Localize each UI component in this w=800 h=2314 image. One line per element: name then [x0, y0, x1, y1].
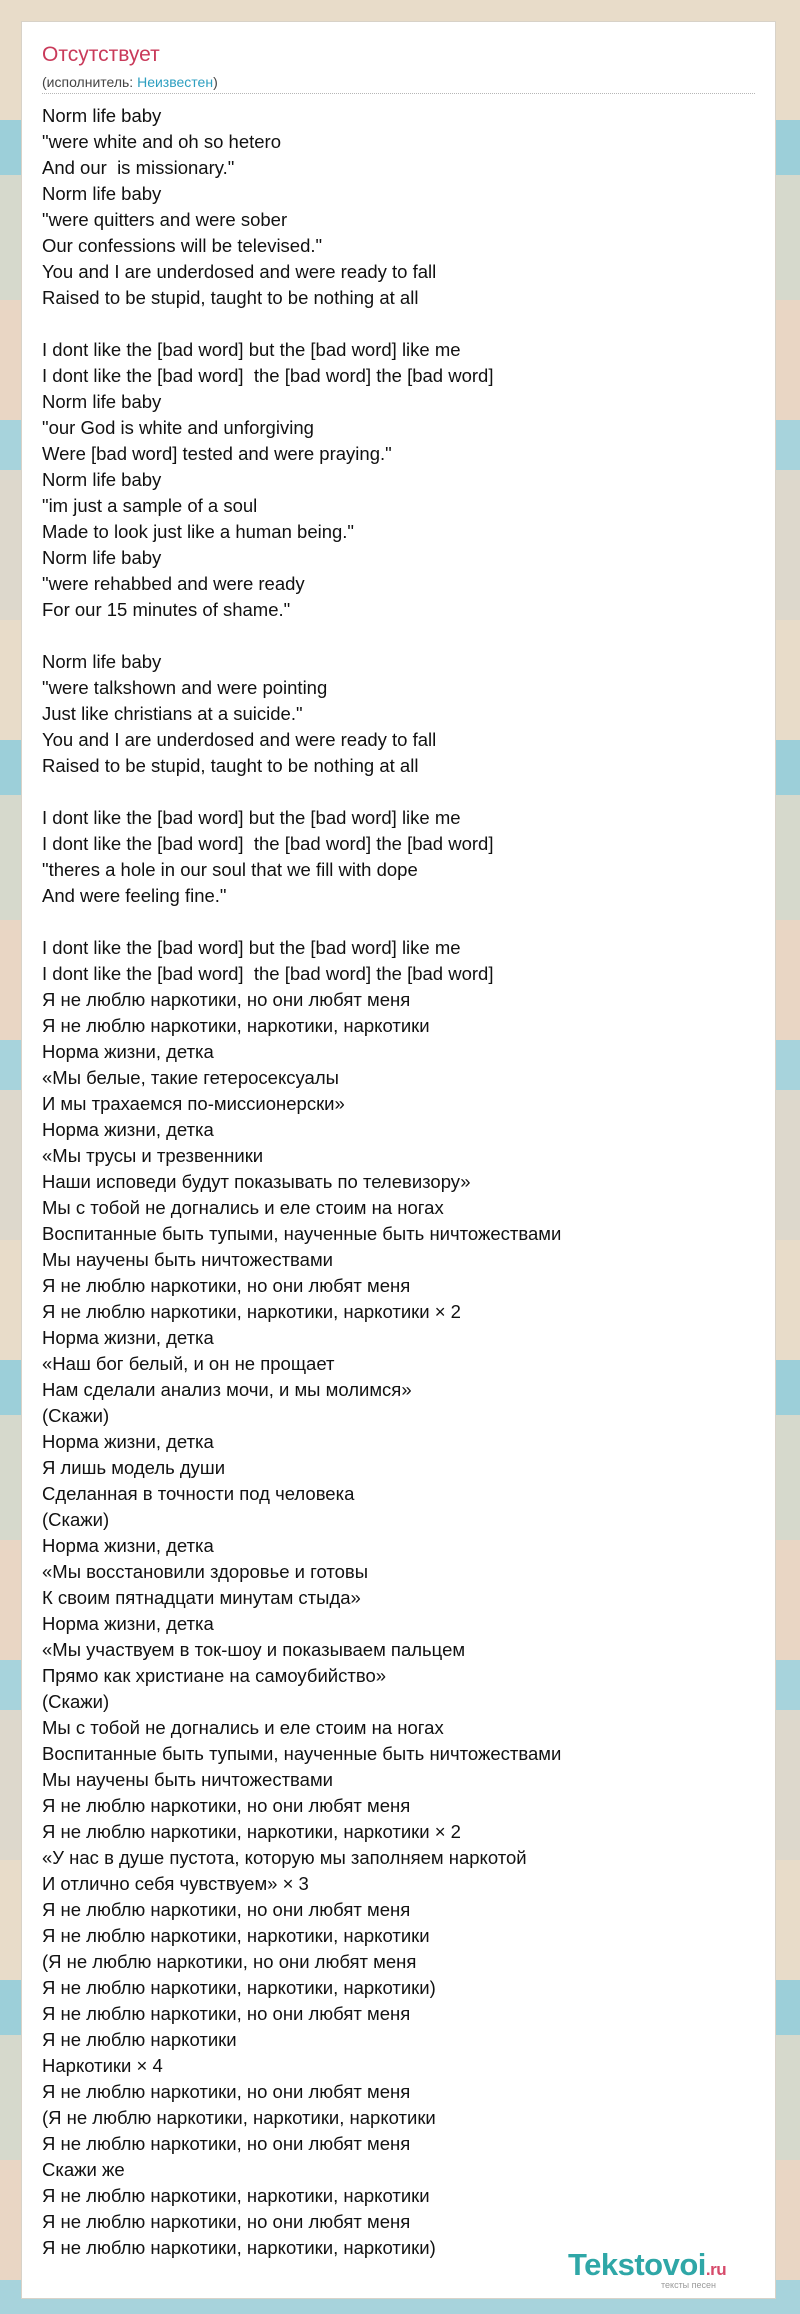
- logo-name: Tekstovoi: [568, 2247, 706, 2282]
- performer-suffix: ): [213, 74, 218, 90]
- song-title: Отсутствует: [42, 43, 160, 66]
- lyrics-text: Norm life baby "were white and oh so hetero And our is missionary." Norm life baby "were quitters and were sober Our confessions will be televised." You and I are underdosed and were ready to fall Raised to be stupid, taught to be nothing at all I dont like the [bad word] but the [bad word] like me I dont like the [bad word] the [bad word] the [bad word] Norm life baby "our God is white and unforgiving Were [bad word] tested and were praying." Norm life baby "im just a sample of a soul Made to look just like a human being." Norm life baby "were rehabbed and were ready For our 15 minutes of shame." Norm life baby "were talkshown and were pointing Just like christians at a suicide." You and I are underdosed and were ready to fall Raised to be stupid, taught to be nothing at all I dont like the [bad word] but the [bad word] like me I dont like the [bad word] the [bad word] the [bad word] "theres a hole in our soul that we fill with dope And were feeling fine." I dont like the [bad word] but the [bad word] like me I dont like the [bad word] the [bad word] the [bad word] Я не люблю наркотики, но они любят меня Я не люблю наркотики, наркотики, наркотики Норма жизни, детка «Мы белые, такие гетеросексуалы И мы трахаемся по-миссионерски» Норма жизни, детка «Мы трусы и трезвенники Наши исповеди будут показывать по телевизору» Мы с тобой не догнались и еле стоим на ногах Воспитанные быть тупыми, наученные быть ничтожествами Мы научены быть ничтожествами Я не люблю наркотики, но они любят меня Я не люблю наркотики, наркотики, наркотики × 2 Норма жизни, детка «Наш бог белый, и он не прощает Нам сделали анализ мочи, и мы молимся» (Скажи) Норма жизни, детка Я лишь модель души Сделанная в точности под человека (Скажи) Норма жизни, детка «Мы восстановили здоровье и готовы К своим пятнадцати минутам стыда» Норма жизни, детка «Мы участвуем в ток-шоу и показываем пальцем Прямо как христиане на самоубийство» (Скажи) Мы с тобой не догнались и еле стоим на ногах Воспитанные быть тупыми, наученные быть ничтожествами Мы научены быть ничтожествами Я не люблю наркотики, но они любят меня Я не люблю наркотики, наркотики, наркотики × 2 «У нас в душе пустота, которую мы заполняем наркотой И отлично себя чувствуем» × 3 Я не люблю наркотики, но они любят меня Я не люблю наркотики, наркотики, наркотики (Я не люблю наркотики, но они любят меня Я не люблю наркотики, наркотики, наркотики) Я не люблю наркотики, но они любят меня Я не люблю наркотики Наркотики × 4 Я не люблю наркотики, но они любят меня (Я не люблю наркотики, наркотики, наркотики Я не люблю наркотики, но они любят меня Скажи же Я не люблю наркотики, наркотики, наркотики Я не люблю наркотики, но они любят меня Я не люблю наркотики, наркотики, наркотики): [42, 105, 562, 2258]
- dotted-divider: [42, 93, 755, 94]
- performer-prefix: (исполнитель:: [42, 74, 138, 90]
- site-logo[interactable]: [568, 2247, 768, 2293]
- logo-tld: .ru: [705, 2260, 727, 2279]
- logo-tagline: тексты песен: [661, 2280, 717, 2290]
- lyrics-card: [21, 21, 776, 2299]
- performer-line: [42, 73, 218, 91]
- performer-link[interactable]: Неизвестен: [137, 74, 214, 90]
